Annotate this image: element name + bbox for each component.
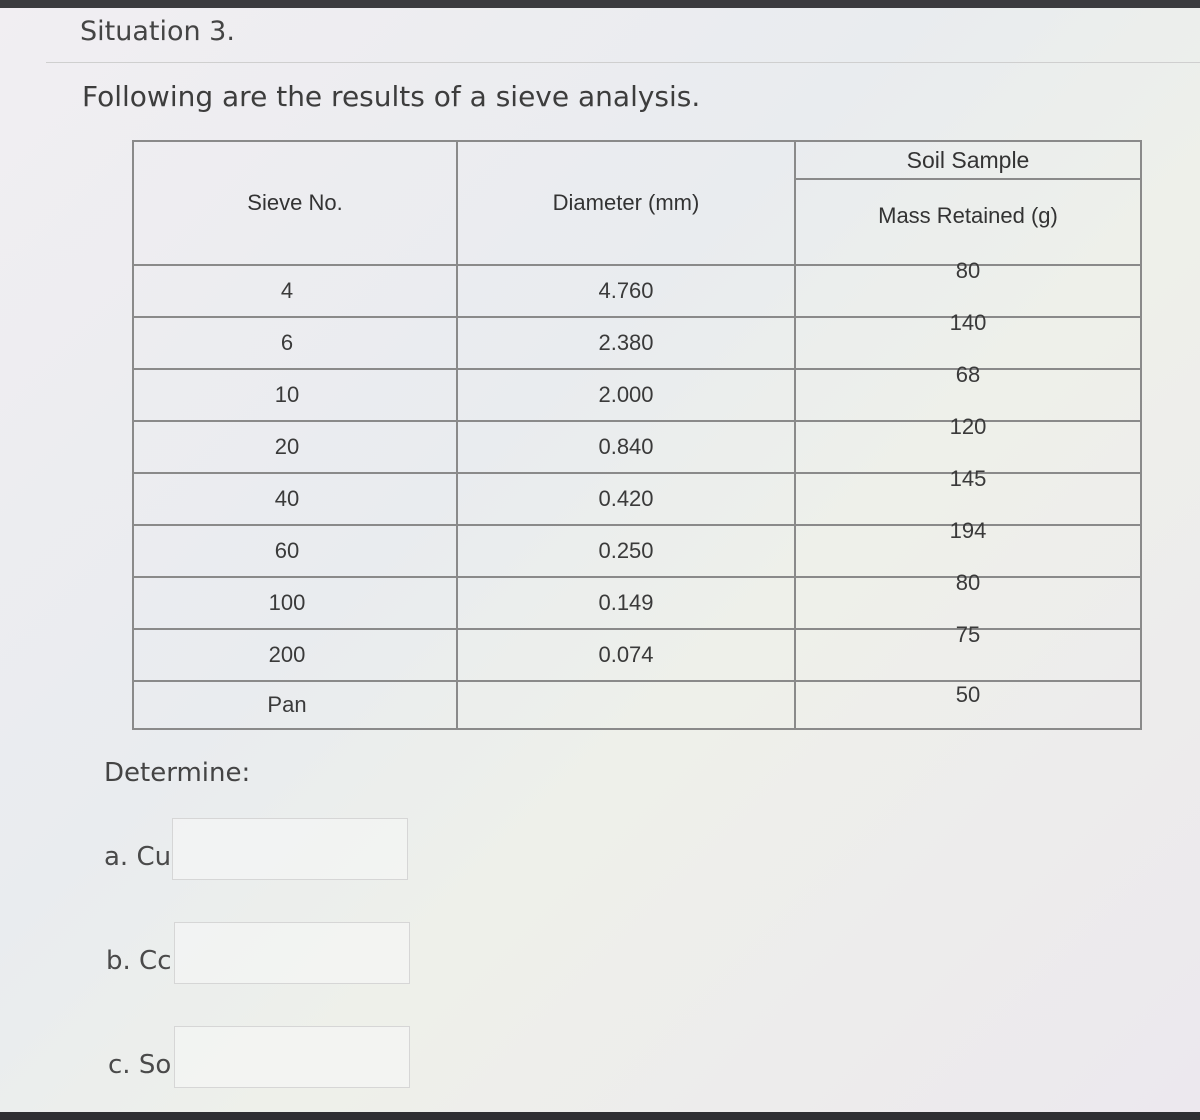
diameter-cell: 0.074 [457,629,795,681]
mass-cell: 80 [795,265,1141,317]
header-group-label: Soil Sample [796,142,1140,180]
sieve-no-cell: 4 [133,265,457,317]
diameter-cell [457,681,795,729]
diameter-cell: 0.840 [457,421,795,473]
sieve-no-cell: Pan [133,681,457,729]
cc-answer-input[interactable] [174,922,410,984]
mass-cell: 50 [795,681,1141,729]
top-bar [0,0,1200,8]
bottom-bar [0,1112,1200,1120]
cu-answer-input[interactable] [172,818,408,880]
mass-cell: 80 [795,577,1141,629]
header-diameter: Diameter (mm) [457,141,795,265]
mass-cell: 140 [795,317,1141,369]
diameter-cell: 2.380 [457,317,795,369]
intro-text: Following are the results of a sieve analysis. [82,80,701,113]
header-soil-sample [795,141,1141,265]
sieve-no-cell: 200 [133,629,457,681]
question-cc-label: b. Cc [106,946,172,976]
diameter-cell: 4.760 [457,265,795,317]
divider [46,62,1200,63]
sieve-no-cell: 60 [133,525,457,577]
sieve-analysis-table [132,140,1142,730]
table-row [133,629,1141,681]
so-answer-input[interactable] [174,1026,410,1088]
situation-title: Situation 3. [80,16,235,47]
header-mass-retained: Mass Retained (g) [878,203,1058,228]
question-cu-label: a. Cu [104,842,172,872]
sieve-no-cell: 40 [133,473,457,525]
diameter-cell: 0.250 [457,525,795,577]
sieve-no-cell: 6 [133,317,457,369]
mass-cell: 68 [795,369,1141,421]
sieve-no-cell: 20 [133,421,457,473]
sieve-no-cell: 100 [133,577,457,629]
diameter-cell: 2.000 [457,369,795,421]
mass-cell: 194 [795,525,1141,577]
question-so-label: c. So [108,1050,172,1080]
mass-cell: 145 [795,473,1141,525]
diameter-cell: 0.420 [457,473,795,525]
mass-cell: 120 [795,421,1141,473]
table-row [133,681,1141,729]
sieve-no-cell: 10 [133,369,457,421]
header-sieve-no: Sieve No. [133,141,457,265]
diameter-cell: 0.149 [457,577,795,629]
determine-label: Determine: [104,758,251,788]
table-header-row [133,141,1141,265]
mass-cell: 75 [795,629,1141,681]
